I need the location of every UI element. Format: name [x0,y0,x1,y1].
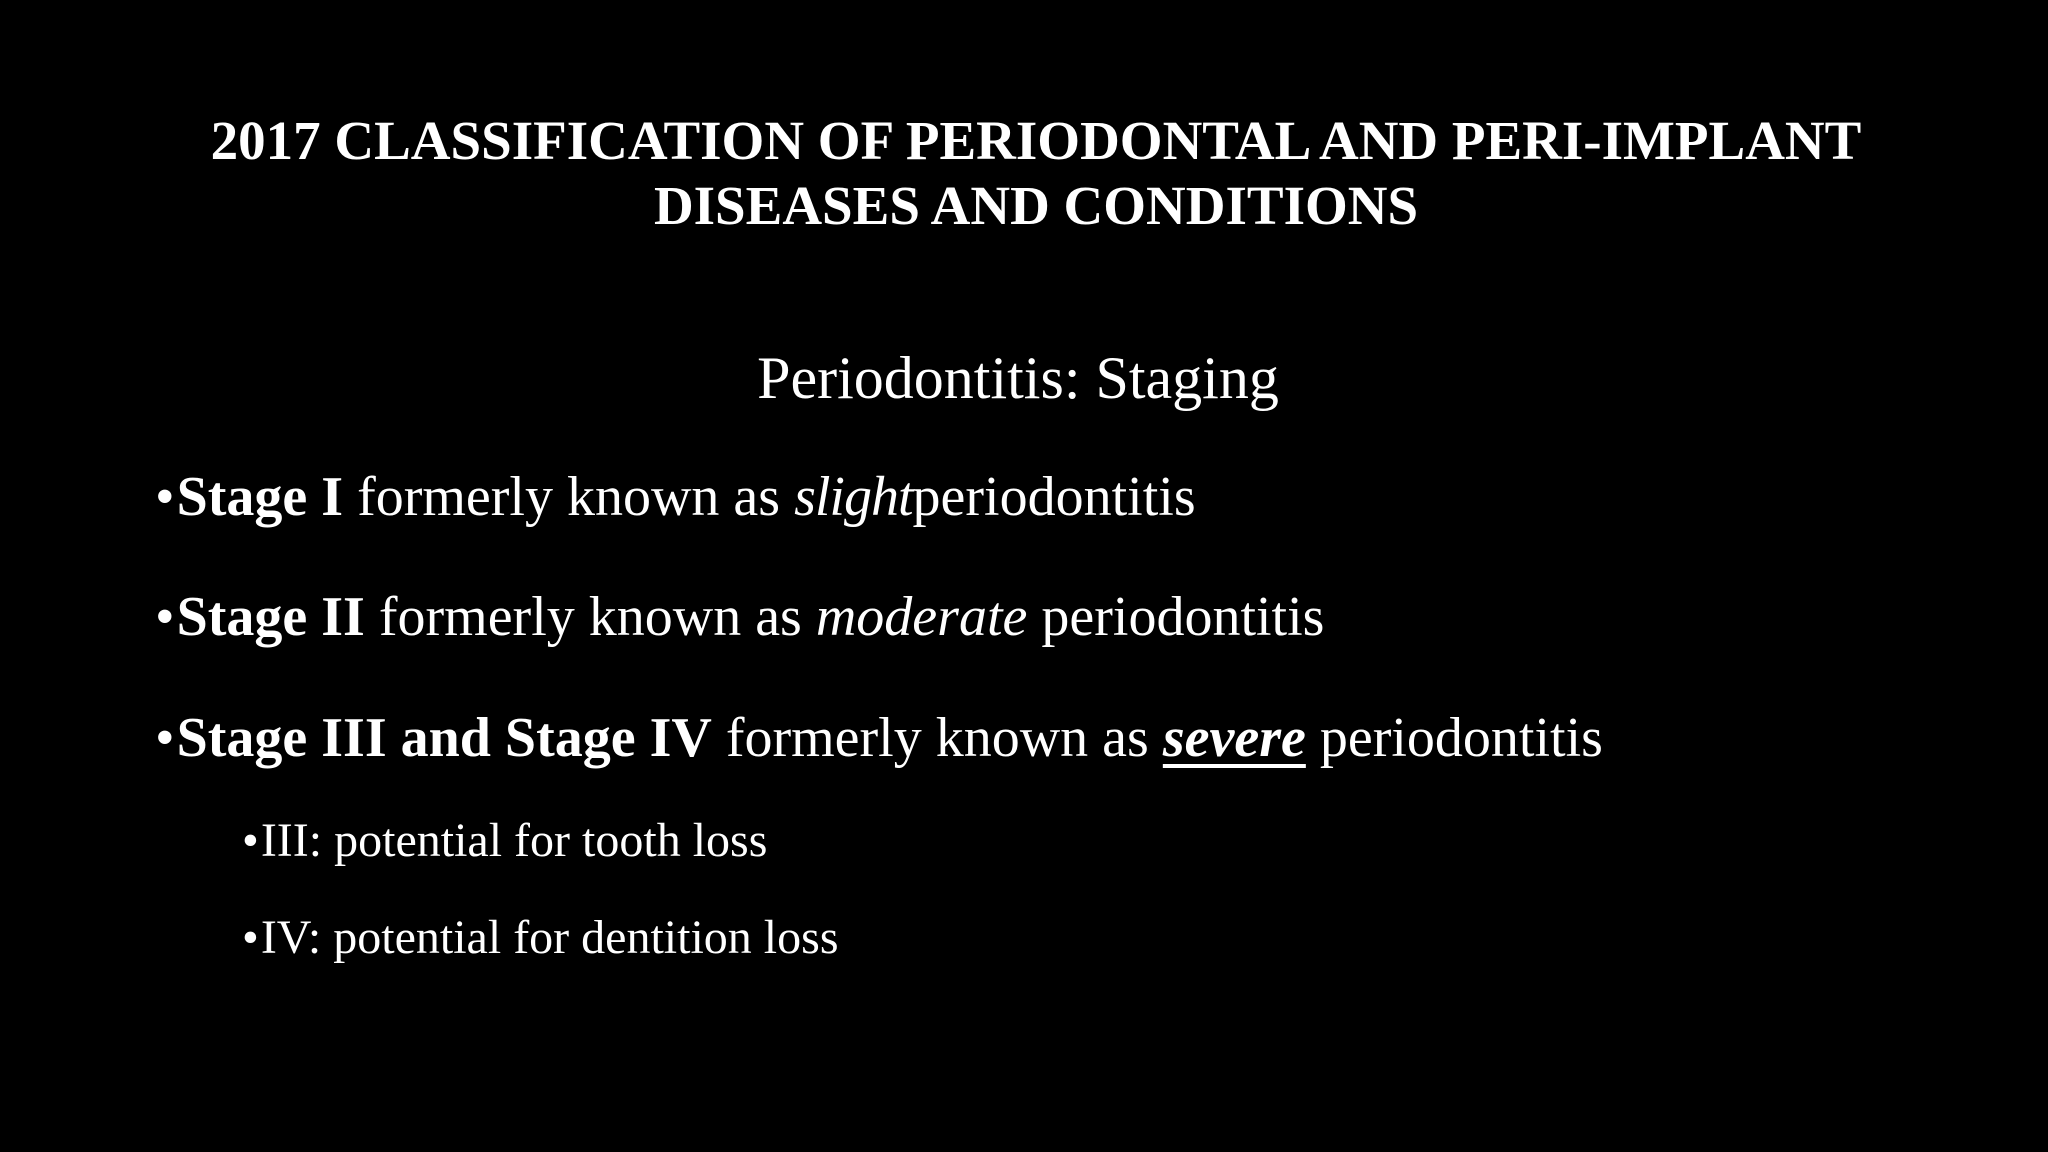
bullet-stage-label: Stage I [176,466,344,528]
bullet-stage-label: Stage III and Stage IV [176,707,712,769]
bullet-suffix-text: periodontitis [1027,586,1325,648]
bullet-marker: • [155,586,175,648]
bullet-severity-term: moderate [815,586,1028,648]
bullet-severity-term: slight [794,466,913,528]
bullet-stage-2 [155,584,1324,650]
sub-bullet-text: III: potential for tooth loss [260,814,768,867]
sub-bullet-stage-3 [242,812,767,870]
sub-bullet-stage-4 [242,909,839,967]
slide-title-line-1: 2017 CLASSIFICATION OF PERIODONTAL AND PERI-IMPLANT [210,110,1862,171]
slide-title [0,108,2048,238]
bullet-formerly-text: formerly known as [343,466,795,528]
bullet-suffix-text: periodontitis [912,466,1196,528]
bullet-formerly-text: formerly known as [711,707,1163,769]
bullet-stage-1 [155,464,1196,530]
bullet-marker: • [155,707,175,769]
slide-title-line-2: DISEASES AND CONDITIONS [653,175,1419,236]
bullet-marker: • [155,466,175,528]
bullet-stage-3-4 [155,705,1603,771]
bullet-stage-label: Stage II [176,586,365,648]
sub-bullet-text: IV: potential for dentition loss [260,911,839,964]
sub-bullet-marker: • [242,911,259,964]
sub-bullet-marker: • [242,814,259,867]
bullet-severity-term: severe [1162,707,1306,769]
slide-subtitle: Periodontitis: Staging [757,345,1279,411]
bullet-suffix-text: periodontitis [1305,707,1603,769]
bullet-formerly-text: formerly known as [364,586,816,648]
